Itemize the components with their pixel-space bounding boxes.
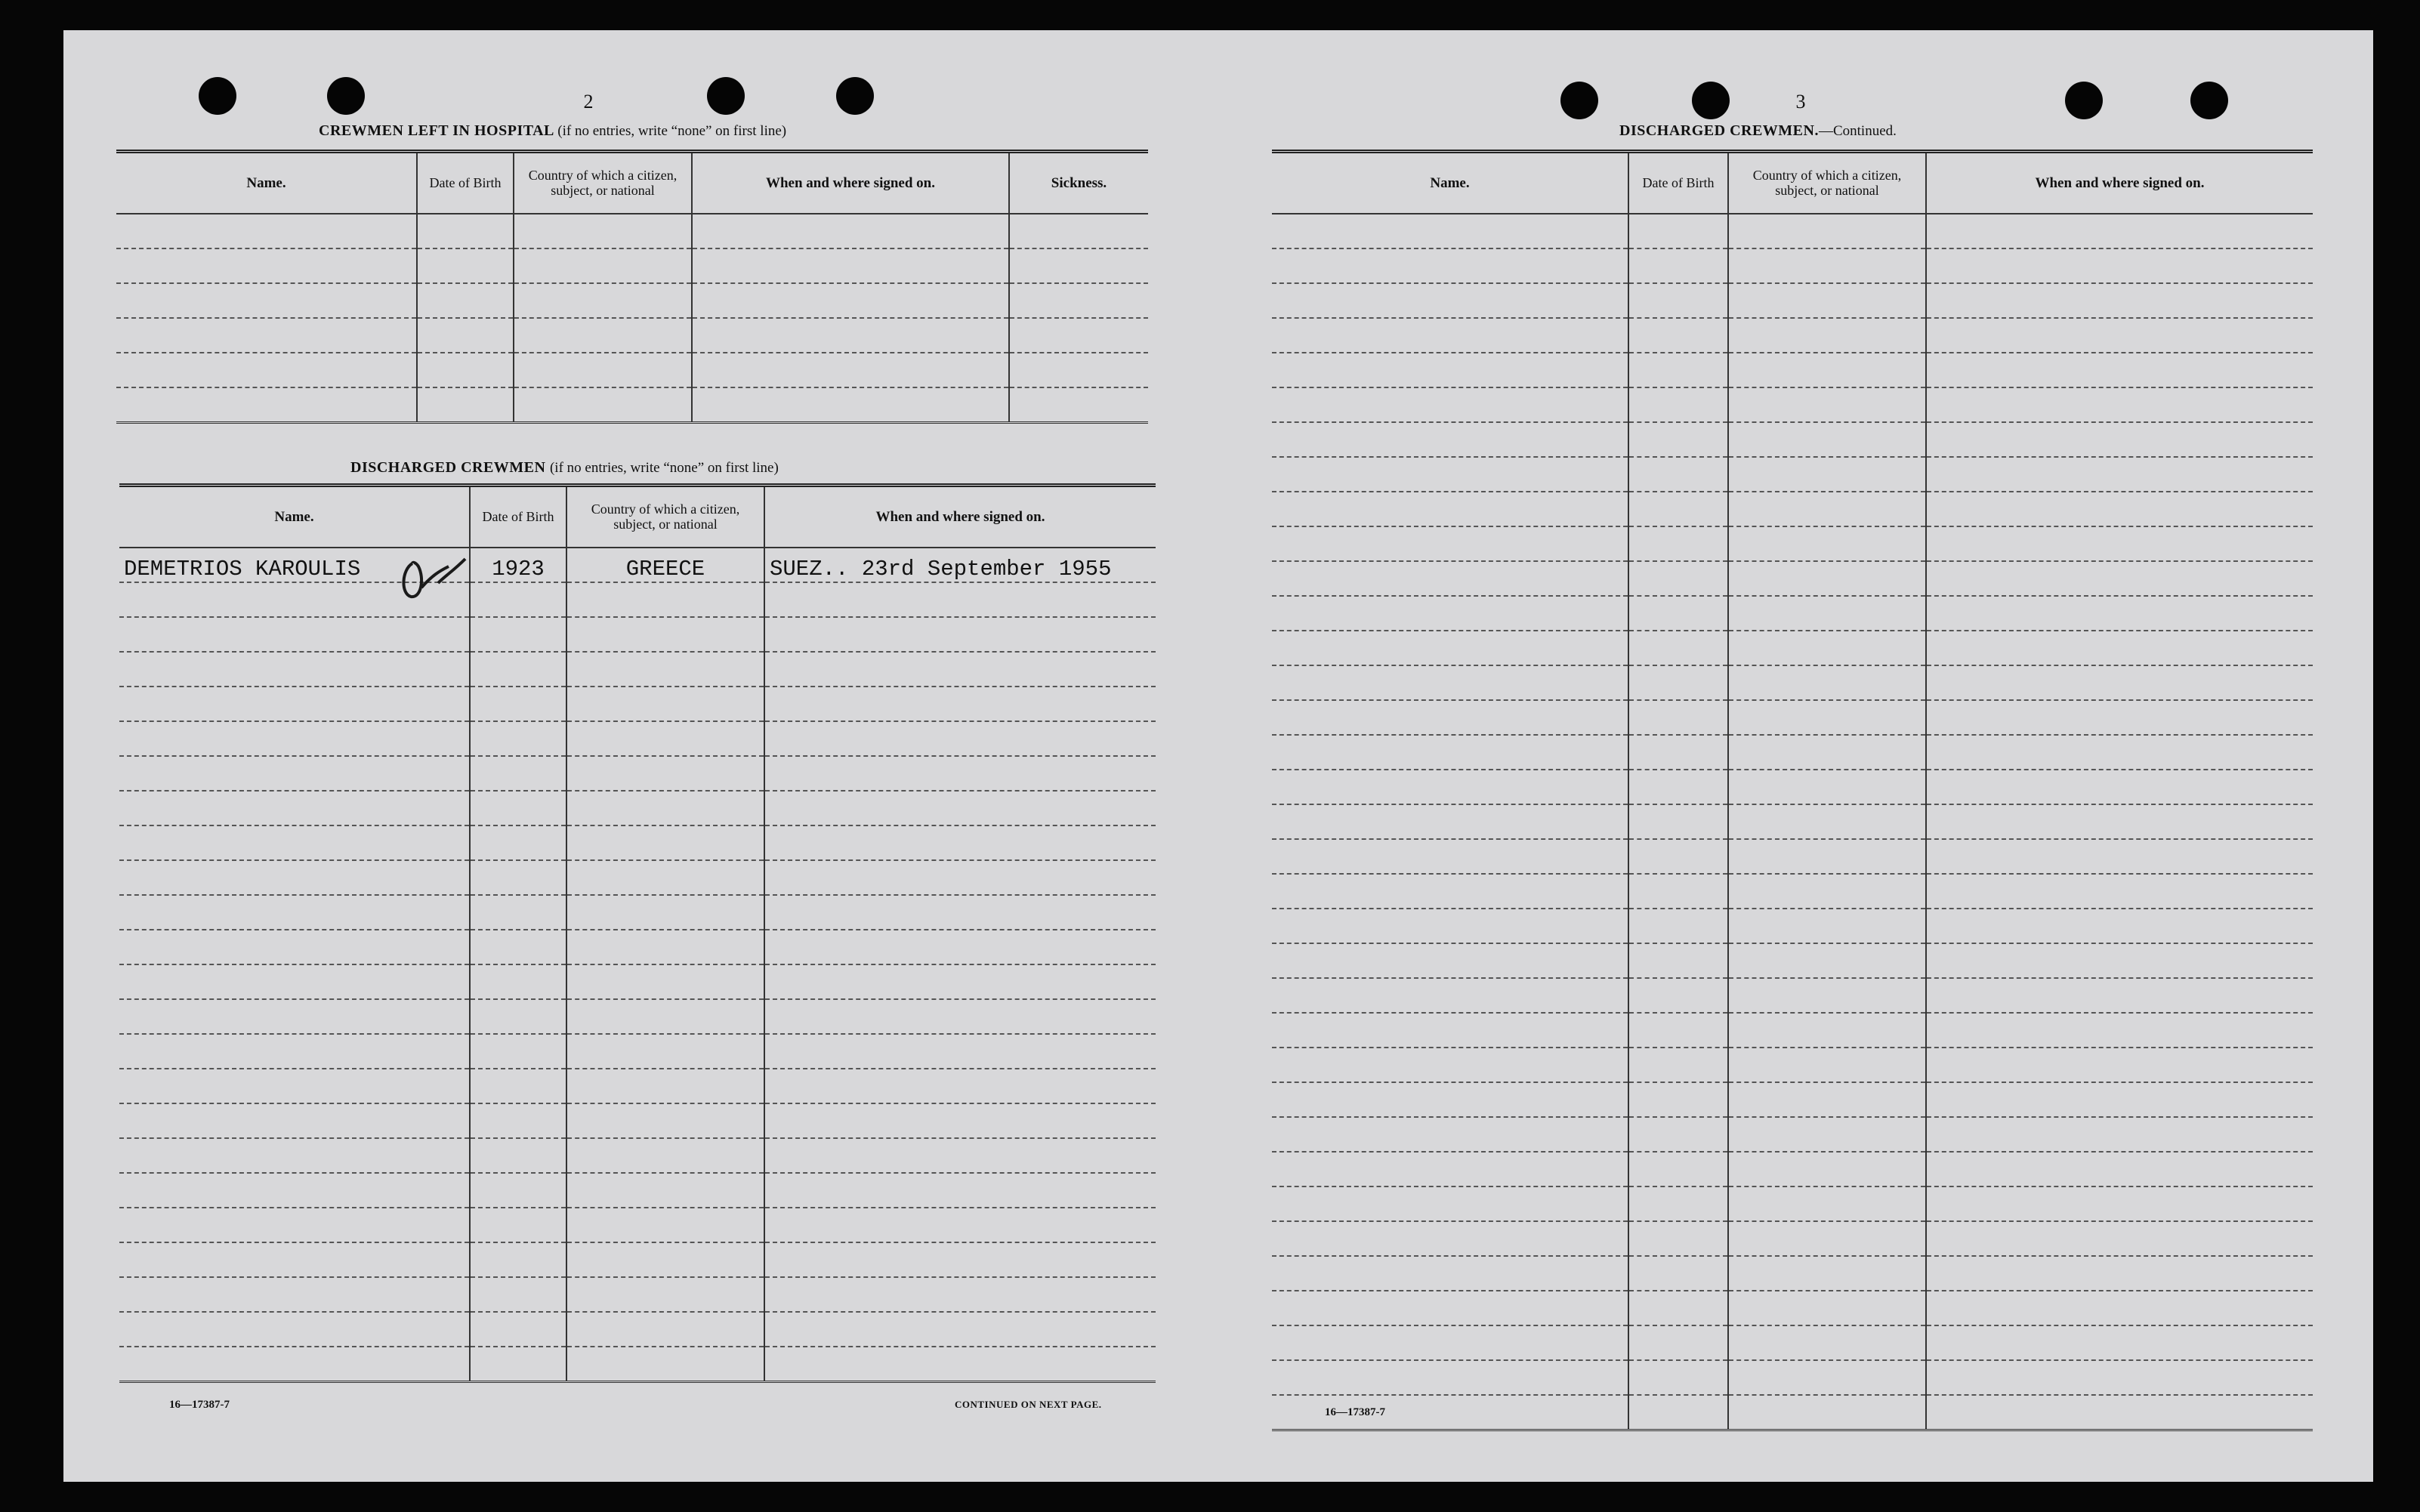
table-row bbox=[119, 895, 1156, 930]
table-row bbox=[1272, 804, 2313, 839]
continued-rows bbox=[1272, 214, 2313, 1430]
punch-hole bbox=[199, 77, 236, 115]
page-number-right: 3 bbox=[1795, 91, 1806, 113]
col-header-birth: Date of Birth bbox=[470, 486, 566, 548]
continued-note: CONTINUED ON NEXT PAGE. bbox=[955, 1399, 1102, 1410]
document-spread bbox=[63, 30, 2373, 1482]
punch-hole bbox=[2065, 82, 2103, 119]
table-row bbox=[1272, 353, 2313, 387]
table-row bbox=[1272, 665, 2313, 700]
table-row bbox=[119, 1208, 1156, 1242]
table-row bbox=[1272, 978, 2313, 1013]
table-row bbox=[1272, 283, 2313, 318]
discharged-section-title: DISCHARGED CREWMEN (if no entries, write “none” on first line) bbox=[350, 459, 779, 476]
table-row bbox=[119, 1103, 1156, 1138]
table-row bbox=[119, 548, 1156, 582]
table-row bbox=[119, 721, 1156, 756]
table-row bbox=[119, 930, 1156, 964]
table-row bbox=[1272, 839, 2313, 874]
table-row bbox=[1272, 874, 2313, 909]
table-row bbox=[1272, 1221, 2313, 1256]
table-row bbox=[1272, 214, 2313, 248]
crewman-birth-year: 1923 bbox=[470, 548, 566, 582]
table-row bbox=[1272, 457, 2313, 492]
table-row bbox=[116, 248, 1148, 283]
punch-hole bbox=[327, 77, 365, 115]
hospital-table bbox=[116, 150, 1148, 424]
col-header-name: Name. bbox=[119, 486, 470, 548]
col-header-name: Name. bbox=[1272, 152, 1628, 214]
crewman-country: GREECE bbox=[566, 548, 764, 582]
punch-hole bbox=[1692, 82, 1730, 119]
table-row bbox=[119, 1034, 1156, 1069]
crewman-name: DEMETRIOS KAROULIS bbox=[119, 548, 470, 582]
col-header-signed-on: When and where signed on. bbox=[764, 486, 1156, 548]
table-row bbox=[119, 825, 1156, 860]
page-number-left: 2 bbox=[583, 91, 594, 113]
table-row bbox=[119, 1069, 1156, 1103]
table-row bbox=[1272, 561, 2313, 596]
col-header-country: Country of which a citizen, subject, or national bbox=[566, 486, 764, 548]
table-row bbox=[1272, 387, 2313, 422]
discharged-continued-table bbox=[1272, 150, 2313, 1431]
col-header-name: Name. bbox=[116, 152, 417, 214]
table-row bbox=[119, 1312, 1156, 1347]
table-row bbox=[1272, 735, 2313, 770]
discharged-table bbox=[119, 483, 1156, 1383]
col-header-sickness: Sickness. bbox=[1009, 152, 1148, 214]
table-row bbox=[1272, 943, 2313, 978]
col-header-country: Country of which a citizen, subject, or national bbox=[514, 152, 692, 214]
table-row bbox=[1272, 1152, 2313, 1186]
col-header-birth: Date of Birth bbox=[1628, 152, 1728, 214]
punch-hole bbox=[1560, 82, 1598, 119]
col-header-country: Country of which a citizen, subject, or national bbox=[1728, 152, 1926, 214]
table-row bbox=[1272, 1291, 2313, 1325]
crewman-signed-on: SUEZ.. 23rd September 1955 bbox=[764, 548, 1156, 582]
table-row bbox=[1272, 248, 2313, 283]
table-row bbox=[119, 1347, 1156, 1382]
punch-hole bbox=[707, 77, 745, 115]
table-row bbox=[119, 582, 1156, 617]
table-row bbox=[1272, 526, 2313, 561]
table-row bbox=[119, 617, 1156, 652]
form-code-right: 16—17387-7 bbox=[1325, 1406, 1385, 1418]
table-row bbox=[119, 860, 1156, 895]
table-row bbox=[1272, 1013, 2313, 1048]
table-row bbox=[1272, 422, 2313, 457]
table-row bbox=[1272, 596, 2313, 631]
table-row bbox=[119, 1277, 1156, 1312]
discharged-rows bbox=[119, 548, 1156, 1382]
table-row bbox=[116, 387, 1148, 423]
table-row bbox=[1272, 1395, 2313, 1430]
form-code-left: 16—17387-7 bbox=[169, 1399, 230, 1411]
table-row bbox=[1272, 1186, 2313, 1221]
table-row bbox=[1272, 492, 2313, 526]
table-row bbox=[119, 756, 1156, 791]
table-row bbox=[1272, 770, 2313, 804]
col-header-signed-on: When and where signed on. bbox=[1926, 152, 2313, 214]
col-header-birth: Date of Birth bbox=[417, 152, 514, 214]
table-row bbox=[119, 1242, 1156, 1277]
table-row bbox=[1272, 318, 2313, 353]
table-row bbox=[119, 999, 1156, 1034]
table-row bbox=[119, 652, 1156, 687]
table-row bbox=[1272, 1325, 2313, 1360]
table-row bbox=[1272, 700, 2313, 735]
table-row bbox=[119, 1138, 1156, 1173]
col-header-signed-on: When and where signed on. bbox=[692, 152, 1009, 214]
table-row bbox=[116, 283, 1148, 318]
hospital-rows bbox=[116, 214, 1148, 423]
table-row bbox=[1272, 1048, 2313, 1082]
punch-hole bbox=[2190, 82, 2228, 119]
table-row bbox=[119, 964, 1156, 999]
table-row bbox=[1272, 1360, 2313, 1395]
table-row bbox=[1272, 1082, 2313, 1117]
table-row bbox=[116, 353, 1148, 387]
table-row bbox=[119, 687, 1156, 721]
table-row bbox=[1272, 1117, 2313, 1152]
hospital-section-title: CREWMEN LEFT IN HOSPITAL (if no entries, write “none” on first line) bbox=[319, 122, 787, 139]
punch-hole bbox=[836, 77, 874, 115]
table-row bbox=[119, 791, 1156, 825]
table-row bbox=[1272, 1256, 2313, 1291]
table-row bbox=[119, 1173, 1156, 1208]
table-row bbox=[116, 214, 1148, 248]
table-row bbox=[116, 318, 1148, 353]
table-row bbox=[1272, 909, 2313, 943]
discharged-continued-title: DISCHARGED CREWMEN.—Continued. bbox=[1619, 122, 1897, 139]
handwritten-initials bbox=[396, 548, 471, 609]
table-row bbox=[1272, 631, 2313, 665]
